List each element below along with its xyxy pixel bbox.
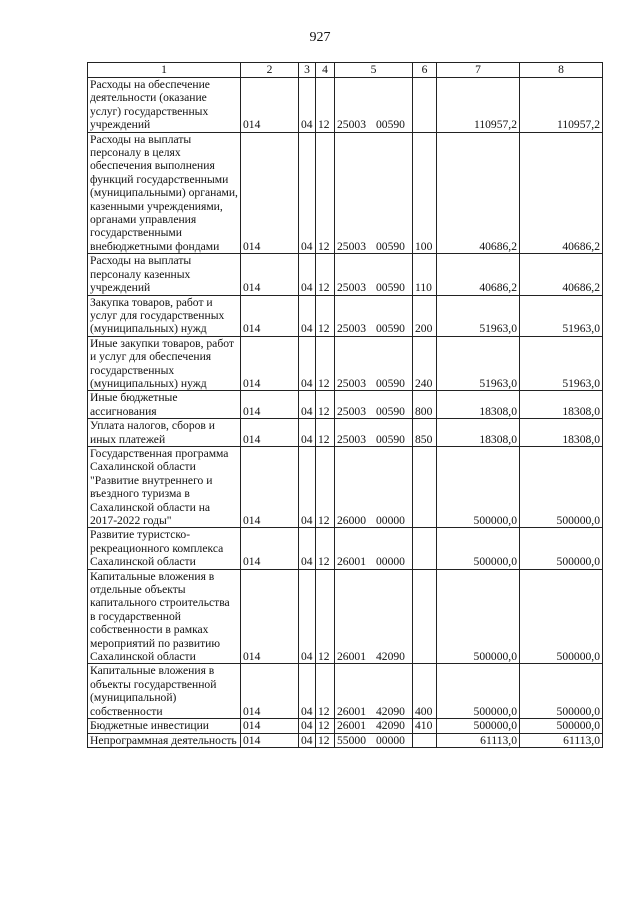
amount-cell-second: 40686,2 <box>520 132 603 254</box>
amount-cell-second: 500000,0 <box>520 569 603 664</box>
target-program-code: 25003 <box>337 281 366 295</box>
target-article-cell <box>335 132 413 254</box>
section-code-cell: 04 <box>299 569 316 664</box>
page-number: 927 <box>309 30 331 45</box>
target-article-cell <box>335 446 413 527</box>
amount-cell-second: 500000,0 <box>520 528 603 569</box>
section-code-cell: 04 <box>299 254 316 295</box>
target-program-code: 25003 <box>337 118 366 132</box>
target-direction-code: 00000 <box>375 555 405 569</box>
row-name-cell: Уплата налогов, сборов и иных платежей <box>88 419 241 447</box>
row-name-cell: Развитие туристско-рекреационного комплекса Сахалинской области <box>88 528 241 569</box>
subsection-code-cell: 12 <box>316 664 335 719</box>
target-program-code: 25003 <box>337 432 366 446</box>
column-header: 3 <box>299 63 316 78</box>
subsection-code-cell: 12 <box>316 336 335 391</box>
ministry-code-cell: 014 <box>241 295 299 336</box>
target-article-cell <box>335 664 413 719</box>
subsection-code-cell: 12 <box>316 569 335 664</box>
expense-type-cell: 850 <box>413 419 437 447</box>
amount-cell-first: 18308,0 <box>437 419 520 447</box>
row-name-cell: Капитальные вложения в отдельные объекты капитального строительства в государственной собственности в рамках мероприятий по развитию Сахалинской области <box>88 569 241 664</box>
section-code-cell: 04 <box>299 528 316 569</box>
section-code-cell: 04 <box>299 132 316 254</box>
subsection-code-cell: 12 <box>316 446 335 527</box>
amount-cell-second: 500000,0 <box>520 446 603 527</box>
target-article-cell <box>335 719 413 733</box>
expense-type-cell: 100 <box>413 132 437 254</box>
amount-cell-first: 18308,0 <box>437 391 520 419</box>
section-code-cell: 04 <box>299 719 316 733</box>
expense-type-cell: 800 <box>413 391 437 419</box>
row-name-cell: Государственная программа Сахалинской области "Развитие внутреннего и въездного туризма в Сахалинской области на 2017-2022 годы" <box>88 446 241 527</box>
column-header: 5 <box>335 63 413 78</box>
amount-cell-first: 500000,0 <box>437 569 520 664</box>
subsection-code-cell: 12 <box>316 254 335 295</box>
table-row <box>88 528 603 569</box>
target-program-code: 25003 <box>337 376 366 390</box>
amount-cell-second: 18308,0 <box>520 419 603 447</box>
column-header: 7 <box>437 63 520 78</box>
target-direction-code: 42090 <box>375 650 405 664</box>
ministry-code-cell: 014 <box>241 336 299 391</box>
ministry-code-cell: 014 <box>241 664 299 719</box>
target-direction-code: 00590 <box>375 118 405 132</box>
expense-type-cell: 400 <box>413 664 437 719</box>
table-row <box>88 719 603 733</box>
amount-cell-second: 500000,0 <box>520 664 603 719</box>
section-code-cell: 04 <box>299 295 316 336</box>
expense-type-cell: 110 <box>413 254 437 295</box>
row-name-cell: Закупка товаров, работ и услуг для государственных (муниципальных) нужд <box>88 295 241 336</box>
target-article-cell <box>335 295 413 336</box>
target-direction-code: 00590 <box>375 281 405 295</box>
subsection-code-cell: 12 <box>316 132 335 254</box>
target-direction-code: 00590 <box>375 432 405 446</box>
expense-type-cell: 200 <box>413 295 437 336</box>
target-program-code: 26001 <box>337 555 366 569</box>
table-body <box>88 78 603 748</box>
subsection-code-cell: 12 <box>316 419 335 447</box>
expense-type-cell <box>413 446 437 527</box>
target-article-cell <box>335 254 413 295</box>
amount-cell-second: 18308,0 <box>520 391 603 419</box>
expense-type-cell <box>413 733 437 747</box>
table-row <box>88 78 603 133</box>
row-name-cell: Непрограммная деятельность <box>88 733 241 747</box>
target-direction-code: 00000 <box>375 733 405 747</box>
section-code-cell: 04 <box>299 391 316 419</box>
expense-type-cell: 240 <box>413 336 437 391</box>
target-article-cell <box>335 391 413 419</box>
section-code-cell: 04 <box>299 419 316 447</box>
table-row <box>88 391 603 419</box>
table-row <box>88 419 603 447</box>
ministry-code-cell: 014 <box>241 391 299 419</box>
target-article-cell <box>335 419 413 447</box>
amount-cell-first: 110957,2 <box>437 78 520 133</box>
subsection-code-cell: 12 <box>316 78 335 133</box>
expense-type-cell <box>413 569 437 664</box>
subsection-code-cell: 12 <box>316 719 335 733</box>
amount-cell-first: 51963,0 <box>437 336 520 391</box>
target-article-cell <box>335 569 413 664</box>
subsection-code-cell: 12 <box>316 528 335 569</box>
subsection-code-cell: 12 <box>316 733 335 747</box>
ministry-code-cell: 014 <box>241 733 299 747</box>
table-row <box>88 295 603 336</box>
column-header: 8 <box>520 63 603 78</box>
budget-table <box>87 62 603 748</box>
table-row <box>88 254 603 295</box>
target-program-code: 26000 <box>337 514 366 527</box>
section-code-cell: 04 <box>299 78 316 133</box>
amount-cell-first: 500000,0 <box>437 664 520 719</box>
amount-cell-second: 51963,0 <box>520 295 603 336</box>
target-program-code: 26001 <box>337 650 366 664</box>
amount-cell-first: 500000,0 <box>437 719 520 733</box>
row-name-cell: Расходы на обеспечение деятельности (оказание услуг) государственных учреждений <box>88 78 241 133</box>
table-row <box>88 446 603 527</box>
target-program-code: 26001 <box>337 719 366 733</box>
amount-cell-second: 500000,0 <box>520 719 603 733</box>
expense-type-cell <box>413 528 437 569</box>
column-header: 4 <box>316 63 335 78</box>
row-name-cell: Расходы на выплаты персоналу казенных учреждений <box>88 254 241 295</box>
table-row <box>88 569 603 664</box>
row-name-cell: Расходы на выплаты персоналу в целях обеспечения выполнения функций государственными (муниципальными) органами, казенными учреждениями, органами управления государственными внебюджетными фондами <box>88 132 241 254</box>
column-header: 2 <box>241 63 299 78</box>
amount-cell-first: 500000,0 <box>437 446 520 527</box>
amount-cell-second: 110957,2 <box>520 78 603 133</box>
target-direction-code: 00000 <box>375 514 405 527</box>
expense-type-cell <box>413 78 437 133</box>
target-article-cell <box>335 78 413 133</box>
column-header: 6 <box>413 63 437 78</box>
target-program-code: 25003 <box>337 404 366 418</box>
target-program-code: 55000 <box>337 733 366 747</box>
section-code-cell: 04 <box>299 446 316 527</box>
ministry-code-cell: 014 <box>241 254 299 295</box>
row-name-cell: Иные бюджетные ассигнования <box>88 391 241 419</box>
table-row <box>88 733 603 747</box>
table-row <box>88 664 603 719</box>
ministry-code-cell: 014 <box>241 132 299 254</box>
column-number-row <box>88 63 603 78</box>
target-direction-code: 42090 <box>375 719 405 733</box>
ministry-code-cell: 014 <box>241 78 299 133</box>
subsection-code-cell: 12 <box>316 391 335 419</box>
amount-cell-second: 51963,0 <box>520 336 603 391</box>
target-program-code: 25003 <box>337 322 366 336</box>
target-program-code: 25003 <box>337 239 366 253</box>
target-article-cell <box>335 528 413 569</box>
row-name-cell: Иные закупки товаров, работ и услуг для обеспечения государственных (муниципальных) нужд <box>88 336 241 391</box>
ministry-code-cell: 014 <box>241 719 299 733</box>
target-program-code: 26001 <box>337 704 366 718</box>
ministry-code-cell: 014 <box>241 419 299 447</box>
amount-cell-first: 51963,0 <box>437 295 520 336</box>
target-direction-code: 00590 <box>375 376 405 390</box>
ministry-code-cell: 014 <box>241 569 299 664</box>
target-direction-code: 42090 <box>375 704 405 718</box>
amount-cell-second: 40686,2 <box>520 254 603 295</box>
ministry-code-cell: 014 <box>241 446 299 527</box>
target-article-cell <box>335 733 413 747</box>
target-direction-code: 00590 <box>375 239 405 253</box>
table-row <box>88 132 603 254</box>
target-article-cell <box>335 336 413 391</box>
amount-cell-first: 61113,0 <box>437 733 520 747</box>
subsection-code-cell: 12 <box>316 295 335 336</box>
target-direction-code: 00590 <box>375 404 405 418</box>
table-row <box>88 336 603 391</box>
column-header: 1 <box>88 63 241 78</box>
row-name-cell: Бюджетные инвестиции <box>88 719 241 733</box>
section-code-cell: 04 <box>299 733 316 747</box>
expense-type-cell: 410 <box>413 719 437 733</box>
amount-cell-first: 40686,2 <box>437 132 520 254</box>
amount-cell-first: 500000,0 <box>437 528 520 569</box>
target-direction-code: 00590 <box>375 322 405 336</box>
row-name-cell: Капитальные вложения в объекты государственной (муниципальной) собственности <box>88 664 241 719</box>
section-code-cell: 04 <box>299 336 316 391</box>
amount-cell-second: 61113,0 <box>520 733 603 747</box>
ministry-code-cell: 014 <box>241 528 299 569</box>
amount-cell-first: 40686,2 <box>437 254 520 295</box>
section-code-cell: 04 <box>299 664 316 719</box>
